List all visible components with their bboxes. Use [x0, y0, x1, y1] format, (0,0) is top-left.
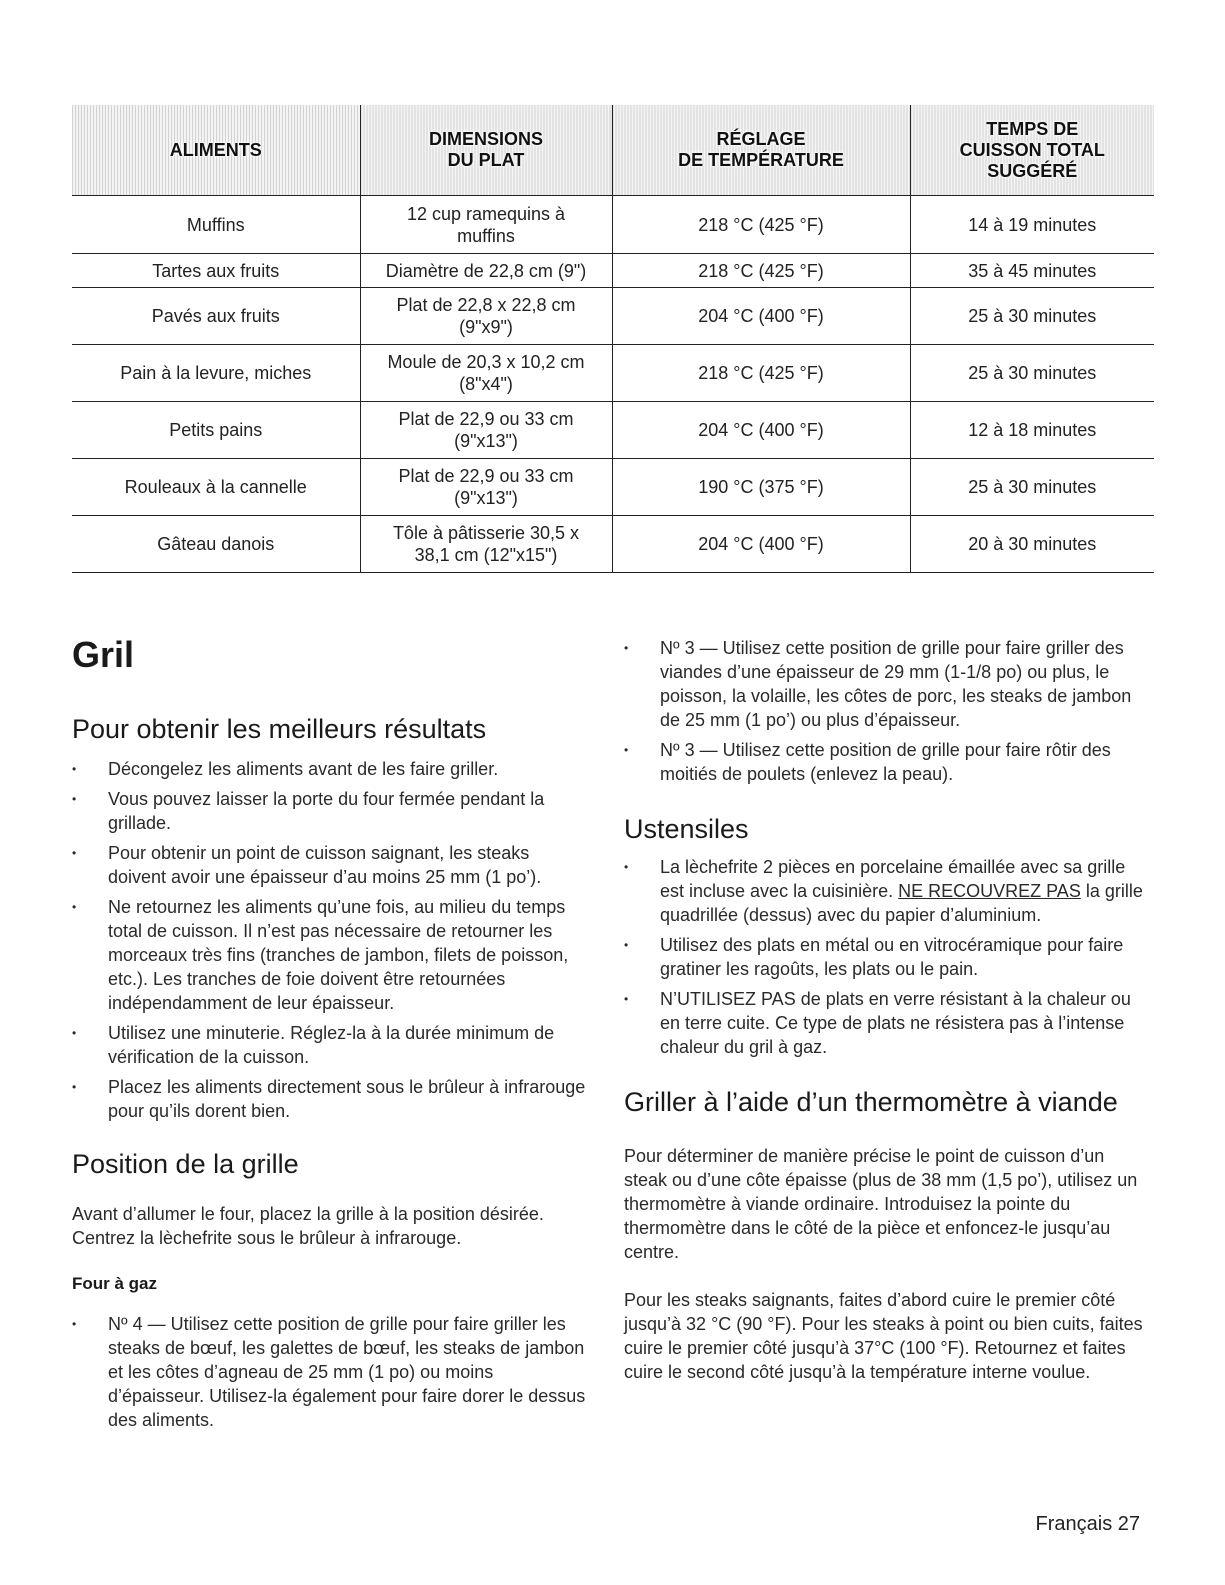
dimension-line: Plat de 22,8 x 22,8 cm [396, 295, 576, 315]
dimension-line: (9"x9") [459, 317, 513, 337]
list-item: • Décongelez les aliments avant de les faire griller. [72, 757, 592, 781]
cell-temperature: 204 °C (400 °F) [612, 516, 910, 573]
cell-time: 25 à 30 minutes [910, 345, 1154, 402]
cell-temperature: 204 °C (400 °F) [612, 402, 910, 459]
cell-food: Pain à la levure, miches [72, 345, 360, 402]
dimension-line: 38,1 cm (12"x15") [414, 545, 558, 565]
list-item: • Vous pouvez laisser la porte du four fermée pendant la grillade. [72, 787, 592, 835]
heading-rack-position: Position de la grille [72, 1149, 299, 1179]
warning-underlined: NE RECOUVREZ PAS [898, 881, 1081, 901]
cell-temperature: 204 °C (400 °F) [612, 288, 910, 345]
left-column [72, 610, 592, 1438]
list-item: • Ne retournez les aliments qu’une fois, au milieu du temps total de cuisson. Il n’est pas nécessaire de retourner les morceaux très fins (tranches de jambon, filets de poisson, etc.). Les tranches de foie doivent être retournées indépendamment de leur épaisseur. [72, 895, 592, 1015]
cell-food: Rouleaux à la cannelle [72, 459, 360, 516]
table-row [72, 402, 1154, 459]
list-item: • N’UTILISEZ PAS de plats en verre résistant à la chaleur ou en terre cuite. Ce type de plats ne résistera pas à l’intense chaleur du gril à gaz. [624, 987, 1144, 1059]
header-aliments [72, 105, 360, 196]
thermometer-paragraph-2: Pour les steaks saignants, faites d’abord cuire le premier côté jusqu’à 32 °C (90 °F). Pour les steaks à point ou bien cuits, faites cuire le premier côté jusqu’à 37°C (100 °F). Retournez et faites cuire le second côté jusqu’à la température interne voulue. [624, 1290, 1143, 1382]
dimension-line: Plat de 22,9 ou 33 cm [398, 409, 574, 429]
header-temps [910, 105, 1154, 196]
list-item: • Nº 4 — Utilisez cette position de grille pour faire griller les steaks de bœuf, les galettes de bœuf, les steaks de jambon et les côtes d’agneau de 25 mm (1 po) ou moins d’épaisseur. Utilisez-la également pour faire dorer le dessus des aliments. [72, 1312, 592, 1432]
cell-temperature: 218 °C (425 °F) [612, 254, 910, 288]
dimension-line: (9"x13") [454, 488, 518, 508]
cell-dimensions [360, 288, 612, 345]
gas-oven-list [72, 1312, 592, 1432]
dimension-line: 12 cup ramequins à [406, 203, 566, 224]
table-row [72, 196, 1154, 254]
thermometer-paragraph-1: Pour déterminer de manière précise le point de cuisson d’un steak ou d’une côte épaisse (plus de 38 mm (1,5 po’), utilisez un thermomètre à viande ordinaire. Introduisez la pointe du thermomètre dans le côté de la pièce et enfoncez-le jusqu’au centre. [624, 1146, 1138, 1262]
gas-oven-list-continued [624, 636, 1144, 786]
cell-food: Pavés aux fruits [72, 288, 360, 345]
dimension-line: Moule de 20,3 x 10,2 cm [387, 352, 585, 372]
heading-best-results: Pour obtenir les meilleurs résultats [72, 714, 487, 744]
list-item: • Placez les aliments directement sous le brûleur à infrarouge pour qu’ils dorent bien. [72, 1075, 592, 1123]
cell-food: Muffins [72, 196, 360, 254]
dimension-line: Diamètre de 22,8 cm (9") [385, 260, 587, 281]
heading-utensils: Ustensiles [624, 814, 749, 844]
cell-time: 35 à 45 minutes [910, 254, 1154, 288]
cell-time: 20 à 30 minutes [910, 516, 1154, 573]
heading-gas-oven: Four à gaz [72, 1274, 158, 1293]
cell-food: Petits pains [72, 402, 360, 459]
baking-table [72, 105, 1154, 573]
best-results-list [72, 757, 592, 1123]
header-line: CUISSON TOTAL [959, 139, 1105, 160]
table-row [72, 345, 1154, 402]
dimension-line: Tôle à pâtisserie 30,5 x [392, 523, 580, 543]
table-row [72, 254, 1154, 288]
list-item: • Nº 3 — Utilisez cette position de grille pour faire rôtir des moitiés de poulets (enlevez la peau). [624, 738, 1144, 786]
section-title-gril: Gril [72, 634, 135, 675]
dimension-line: (9"x13") [454, 431, 518, 451]
header-line: DE TEMPÉRATURE [678, 150, 844, 170]
list-item [624, 855, 1144, 927]
header-line: DU PLAT [447, 150, 525, 170]
utensils-list [624, 855, 1144, 1059]
cell-dimensions [360, 516, 612, 573]
cell-dimensions [360, 196, 612, 254]
cell-time: 12 à 18 minutes [910, 402, 1154, 459]
utensil-text: la grille quadrillée (dessus) avec du papier d’aluminium. [660, 881, 1143, 925]
header-line: SUGGÉRÉ [987, 160, 1078, 181]
list-item: • Utilisez des plats en métal ou en vitrocéramique pour faire gratiner les ragoûts, les plats ou le pain. [624, 933, 1144, 981]
header-line: RÉGLAGE [716, 129, 806, 149]
list-item: • Pour obtenir un point de cuisson saignant, les steaks doivent avoir une épaisseur d’au moins 25 mm (1 po’). [72, 841, 592, 889]
dimension-line: muffins [457, 225, 515, 246]
list-item: • Utilisez une minuterie. Réglez-la à la durée minimum de vérification de la cuisson. [72, 1021, 592, 1069]
cell-dimensions [360, 459, 612, 516]
right-column [624, 610, 1144, 1384]
cell-time: 25 à 30 minutes [910, 288, 1154, 345]
utensil-text: La lèchefrite 2 pièces en porcelaine émaillée avec sa grille est incluse avec la cuisinière. [660, 857, 1126, 901]
cell-dimensions [360, 402, 612, 459]
header-reglage [612, 105, 910, 196]
list-item: • Nº 3 — Utilisez cette position de grille pour faire griller des viandes d’une épaisseur de 29 mm (1-1/8 po) ou plus, le poisson, la volaille, les côtes de porc, les steaks de jambon de 25 mm (1 po’) ou plus d’épaisseur. [624, 636, 1144, 732]
table-row [72, 459, 1154, 516]
dimension-line: (8"x4") [459, 374, 513, 394]
header-dimensions [360, 105, 612, 196]
table-header-row [72, 105, 1154, 196]
rack-position-intro: Avant d’allumer le four, placez la grille à la position désirée. Centrez la lèchefrite sous le brûleur à infrarouge. [72, 1204, 544, 1248]
table-body [72, 196, 1154, 573]
cell-food: Tartes aux fruits [72, 254, 360, 288]
header-line: ALIMENTS [169, 139, 262, 160]
cell-dimensions [360, 345, 612, 402]
cell-temperature: 218 °C (425 °F) [612, 196, 910, 254]
cell-temperature: 190 °C (375 °F) [612, 459, 910, 516]
cell-temperature: 218 °C (425 °F) [612, 345, 910, 402]
cell-dimensions [360, 254, 612, 288]
header-line: DIMENSIONS [428, 129, 543, 149]
cell-food: Gâteau danois [72, 516, 360, 573]
table-row [72, 516, 1154, 573]
heading-meat-thermometer: Griller à l’aide d’un thermomètre à viande [624, 1087, 1118, 1117]
cell-time: 14 à 19 minutes [910, 196, 1154, 254]
table-row [72, 288, 1154, 345]
header-line: TEMPS DE [986, 118, 1079, 139]
cell-time: 25 à 30 minutes [910, 459, 1154, 516]
dimension-line: Plat de 22,9 ou 33 cm [398, 466, 574, 486]
page-footer: Français 27 [1035, 1513, 1140, 1535]
